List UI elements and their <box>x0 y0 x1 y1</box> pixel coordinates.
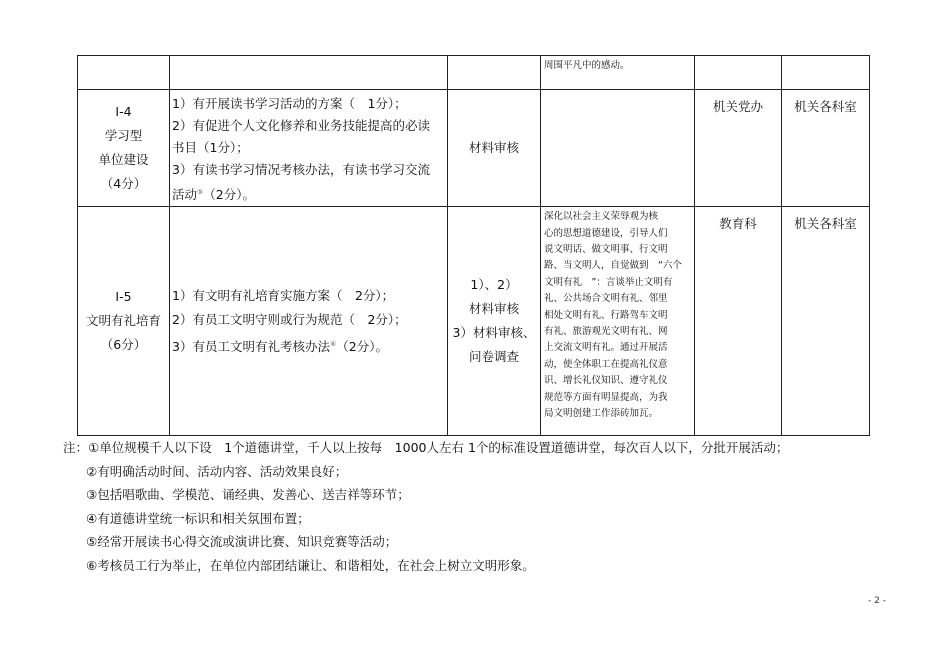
requirement-line <box>172 332 447 359</box>
description-line: 礼、公共场合文明有礼、邻里 <box>544 293 668 305</box>
footnote-mark: ⑤ <box>197 188 204 196</box>
description-line: 文明有礼 ”：言谈举止文明有 <box>544 276 673 288</box>
cell-lead-dept <box>695 90 782 207</box>
description-line: 规范等方面有明显提高，为我 <box>544 391 668 403</box>
description-line: 心的思想道德建设，引导人们 <box>544 227 668 239</box>
lead-dept-text: 机关党办 <box>712 99 763 114</box>
note-item <box>63 436 788 460</box>
description-line: 动，使全体职工在提高礼仪意 <box>544 358 668 370</box>
method-text: 1）、2） <box>470 277 518 293</box>
requirement-line: 3）有读书学习情况考核办法，有读书学习交流 <box>172 162 430 177</box>
cell-lead-dept <box>695 207 782 436</box>
note-item: ②有明确活动时间、活动内容、活动效果良好； <box>86 463 348 479</box>
table-row <box>78 90 870 207</box>
cell-empty <box>695 56 782 90</box>
requirement-line: 2）有促进个人文化修养和业务技能提高的必读 <box>172 118 430 133</box>
cell-coop-dept <box>782 207 870 436</box>
page-number: - 2 - <box>868 596 886 606</box>
description-line: 深化以社会主义荣辱观为核 <box>544 211 659 223</box>
cell-requirements <box>170 90 448 207</box>
description-text: 周围平凡中的感动。 <box>544 60 630 71</box>
evaluation-table <box>77 55 870 436</box>
description-line: 路、当文明人，自觉做到 “六个 <box>544 260 682 272</box>
description-line: 局文明创建工作添砖加瓦。 <box>544 408 659 420</box>
note-item: ⑥考核员工行为举止，在单位内部团结谦让、和谐相处，在社会上树立文明形象。 <box>86 557 535 573</box>
cell-item-name <box>78 207 170 436</box>
requirement-text: 活动 <box>172 187 198 203</box>
item-name-line: 文明有礼培育 <box>85 313 161 329</box>
item-name-line: 单位建设 <box>98 152 149 168</box>
cell-requirements <box>170 207 448 436</box>
footnote-mark: ⑥ <box>329 339 337 348</box>
item-score: （6分） <box>100 337 147 353</box>
notes-prefix: 注： <box>63 440 89 455</box>
cell-description <box>541 56 695 90</box>
requirement-line <box>172 181 447 206</box>
description-line: 上交流文明有礼。通过开展活 <box>544 342 668 354</box>
requirement-line: 1）有文明有礼培育实施方案（ 2分）； <box>172 287 395 303</box>
requirement-line: 书目（1分）； <box>172 140 249 155</box>
cell-method <box>448 90 541 207</box>
note-item: ③包括唱歌曲、学模范、诵经典、发善心、送吉祥等环节； <box>86 487 410 502</box>
cell-empty <box>170 56 448 90</box>
method-text: 材料审核 <box>468 140 519 156</box>
cell-empty <box>448 56 541 90</box>
requirement-text: （2分）。 <box>203 187 255 203</box>
requirement-line: 2）有员工文明守则或行为规范（ 2分）； <box>172 311 407 327</box>
table-row <box>78 207 870 436</box>
coop-dept-text: 机关各科室 <box>794 216 857 232</box>
lead-dept-text: 教育科 <box>719 216 757 232</box>
requirement-text: （2分）。 <box>336 338 388 354</box>
note-item: ④有道德讲堂统一标识和相关氛围布置； <box>86 510 310 526</box>
description-line: 识、增长礼仪知识、遵守礼仪 <box>544 375 668 387</box>
item-score: （4分） <box>100 176 147 192</box>
cell-empty <box>782 56 870 90</box>
cell-coop-dept <box>782 90 870 207</box>
description-line: 说文明话、做文明事、行文明 <box>544 243 668 255</box>
item-code: Ⅰ-4 <box>115 104 132 120</box>
cell-description <box>541 90 695 207</box>
note-item: ⑤经常开展读书心得交流或演讲比赛、知识竞赛等活动； <box>86 534 398 549</box>
coop-dept-text: 机关各科室 <box>794 99 857 114</box>
method-text: 问卷调查 <box>468 349 519 365</box>
notes-section <box>63 436 788 577</box>
cell-method <box>448 207 541 436</box>
description-line: 相处文明有礼、行路驾车文明 <box>544 309 668 321</box>
cell-item-name <box>78 90 170 207</box>
cell-empty <box>78 56 170 90</box>
cell-description <box>541 207 695 436</box>
item-code: Ⅰ-5 <box>115 289 132 305</box>
requirement-text: 3）有员工文明有礼考核办法 <box>172 338 330 354</box>
method-text: 3）材料审核、 <box>452 325 536 341</box>
note-text: ①单位规模千人以下设 1个道德讲堂，千人以上按每 1000人左右 1个的标准设置道德讲堂，每次百人以下，分批开展活动； <box>88 440 789 455</box>
requirement-line: 1）有开展读书学习活动的方案（ 1分）； <box>172 96 407 111</box>
table-row-top <box>78 56 870 90</box>
description-line: 有礼、旅游观光文明有礼、网 <box>544 326 668 337</box>
method-text: 材料审核 <box>468 301 519 317</box>
item-name-line: 学习型 <box>104 128 143 144</box>
